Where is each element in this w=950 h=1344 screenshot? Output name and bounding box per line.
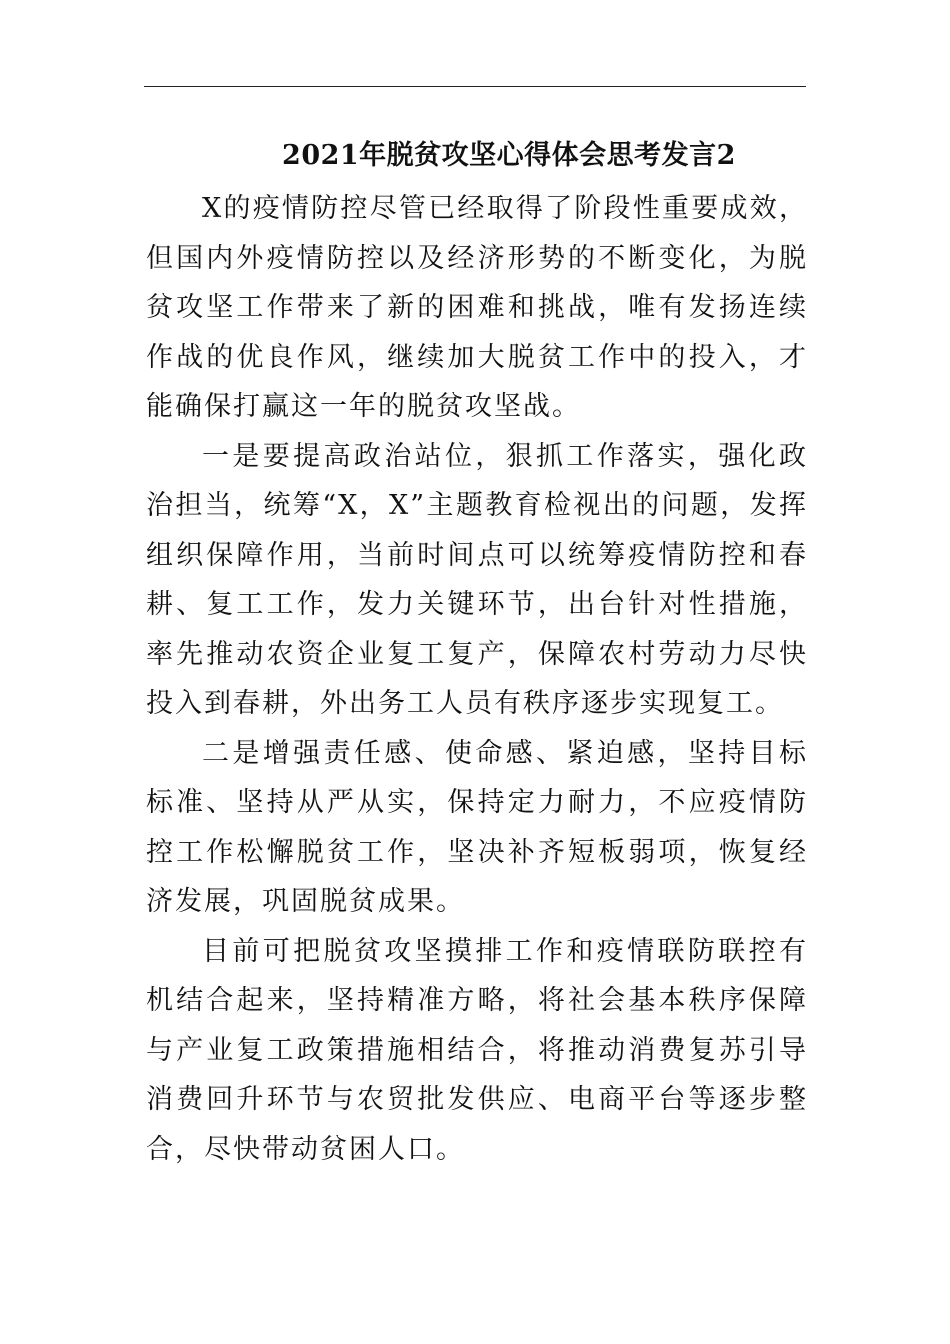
paragraph-point-one: 一是要提高政治站位，狠抓工作落实，强化政治担当，统筹“X，X”主题教育检视出的问题，发挥组织保障作用，当前时间点可以统筹疫情防控和春耕、复工工作，发力关键环节，出台针对性措施，率先推动农资企业复工复产，保障农村劳动力尽快投入到春耕，外出务工人员有秩序逐步实现复工。 <box>146 440 808 719</box>
paragraph-point-two: 二是增强责任感、使命感、紧迫感，坚持目标标准、坚持从严从实，保持定力耐力，不应疫情防控工作松懈脱贫工作，坚决补齐短板弱项，恢复经济发展，巩固脱贫成果。 <box>146 737 808 917</box>
document-title: 2021年脱贫攻坚心得体会思考发言2 <box>282 140 736 171</box>
document-body <box>146 184 808 1174</box>
paragraph-intro: X的疫情防控尽管已经取得了阶段性重要成效，但国内外疫情防控以及经济形势的不断变化，为脱贫攻坚工作带来了新的困难和挑战，唯有发扬连续作战的优良作风，继续加大脱贫工作中的投入，才能确保打赢这一年的脱贫攻坚战。 <box>146 193 808 422</box>
header-rule <box>144 86 806 87</box>
paragraph-current-measures: 目前可把脱贫攻坚摸排工作和疫情联防联控有机结合起来，坚持精准方略，将社会基本秩序保障与产业复工政策措施相结合，将推动消费复苏引导消费回升环节与农贸批发供应、电商平台等逐步整合，尽快带动贫困人口。 <box>146 935 808 1165</box>
